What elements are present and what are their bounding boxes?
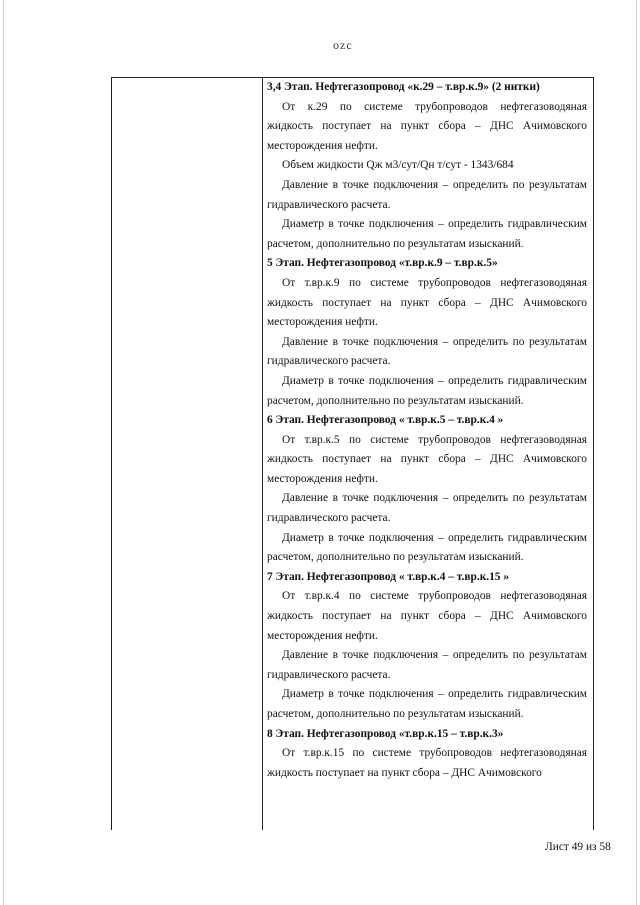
stage-pressure-text: Давление в точке подключения – определить по результатам гидравлического расчета. [267,178,587,211]
stage-diameter-text: Диаметр в точке подключения – определить гидравлическим расчетом, дополнительно по результатам изысканий. [267,688,587,720]
stage-pressure-text: Давление в точке подключения – определить по результатам гидравлического расчета. [267,335,587,368]
stage-diameter-text: Диаметр в точке подключения – определить гидравлическим расчетом, дополнительно по результатам изысканий. [267,531,587,564]
scan-edge-left [3,0,4,905]
stage-pressure-text: Давление в точке подключения – определить по результатам гидравлического расчета. [267,649,587,681]
page-number-footer: Лист 49 из 58 [545,841,611,853]
stage-title: 6 Этап. Нефтегазопровод « т.вр.к.5 – т.вр.к.4 » [267,414,504,427]
stage-pressure-text: Давление в точке подключения – определить по результатам гидравлического расчета. [267,492,587,525]
scan-edge-right [636,0,637,905]
table-content-cell [267,78,587,783]
stage-flow-text: От т.вр.к.5 по системе трубопроводов нефтегазоводяная жидкость поступает на пункт сбора – ДНС Ачимовского месторождения нефти. [267,433,587,485]
page-stamp: ozc [333,38,353,52]
column-divider [262,78,263,830]
stage-title: 3,4 Этап. Нефтегазопровод «к.29 – т.вр.к.9» (2 нитки) [267,81,540,93]
stage-flow-text: От т.вр.к.15 по системе трубопроводов нефтегазоводяная жидкость поступает на пункт сбора – ДНС Ачимовского [267,747,587,779]
stage-flow-text: От т.вр.к.9 по системе трубопроводов нефтегазоводяная жидкость поступает на пункт сбора – ДНС Ачимовского месторождения нефти. [267,276,587,329]
stage-volume-text: Объем жидкости Qж м3/сут/Qн т/сут - 1343/684 [282,159,514,172]
stage-flow-text: От т.вр.к.4 по системе трубопроводов нефтегазоводяная жидкость поступает на пункт сбора – ДНС Ачимовского месторождения нефти. [267,590,587,642]
stage-title: 7 Этап. Нефтегазопровод « т.вр.к.4 – т.вр.к.15 » [267,570,510,583]
stage-diameter-text: Диаметр в точке подключения – определить гидравлическим расчетом, дополнительно по результатам изысканий. [267,218,587,250]
stage-flow-text: От к.29 по системе трубопроводов нефтегазоводяная жидкость поступает на пункт сбора – ДНС Ачимовского месторождения нефти. [267,100,587,152]
document-table [111,77,594,830]
stage-title: 8 Этап. Нефтегазопровод «т.вр.к.15 – т.вр.к.3» [267,727,504,740]
stage-diameter-text: Диаметр в точке подключения – определить гидравлическим расчетом, дополнительно по результатам изысканий. [267,374,587,407]
stage-title: 5 Этап. Нефтегазопровод «т.вр.к.9 – т.вр.к.5» [267,257,498,270]
